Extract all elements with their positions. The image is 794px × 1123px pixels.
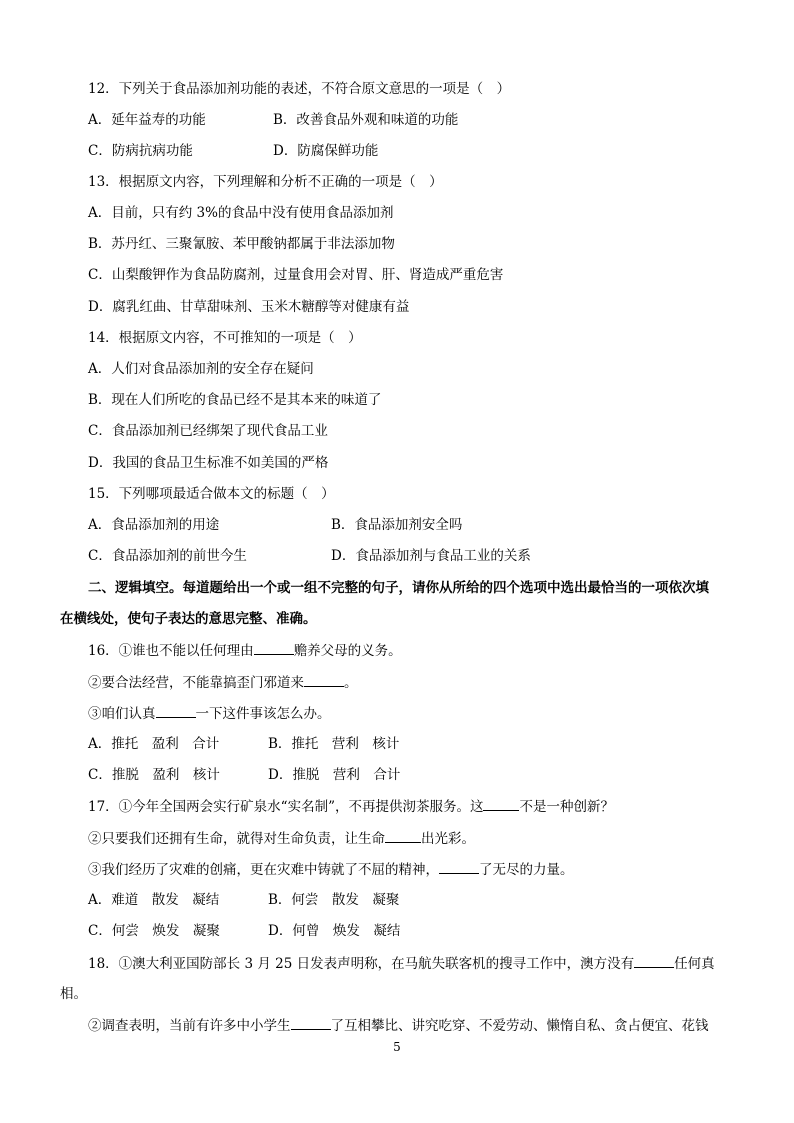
q17-s1-end: 不是一种创新？ xyxy=(519,799,614,815)
q17-blank-1 xyxy=(483,796,519,811)
q14-option-b: B．现在人们所吃的食品已经不是其本来的味道了 xyxy=(88,392,382,408)
q14-option-a: A．人们对食品添加剂的安全存在疑问 xyxy=(88,361,314,377)
q16-s3-start: ③咱们认真 xyxy=(88,706,156,722)
q16-s2-end: 。 xyxy=(344,675,358,691)
q17-s1-start: 17．①今年全国两会实行矿泉水“实名制”，不再提供沏茶服务。这 xyxy=(88,799,484,815)
q17-blank-2 xyxy=(385,828,421,843)
q18-sentence2 xyxy=(88,1015,709,1036)
q12-option-a: A．延年益寿的功能 xyxy=(88,112,206,128)
q18-blank-1 xyxy=(634,953,674,968)
q13-option-a: A．目前，只有约 3%的食品中没有使用食品添加剂 xyxy=(88,205,394,221)
q16-option-c: C．推脱 盈利 核计 xyxy=(88,767,220,783)
q12-option-c: C．防病抗病功能 xyxy=(88,143,193,159)
q16-s1-end: 赡养父母的义务。 xyxy=(293,643,402,659)
section2-heading-line2: 在横线处，使句子表达的意思完整、准确。 xyxy=(60,611,317,627)
q17-option-d: D．何曾 焕发 凝结 xyxy=(268,923,401,939)
q17-s2-end: 出光彩。 xyxy=(421,831,475,847)
q18-s1-end: 任何真 xyxy=(674,956,715,972)
q17-option-b: B．何尝 散发 凝聚 xyxy=(268,892,400,908)
q16-option-d: D．推脱 营利 合计 xyxy=(268,767,401,783)
q17-option-a: A．难道 散发 凝结 xyxy=(88,892,220,908)
q16-option-b: B．推托 营利 核计 xyxy=(268,736,400,752)
q15-stem: 15．下列哪项最适合做本文的标题（ ） xyxy=(88,486,335,502)
q14-option-d: D．我国的食品卫生标准不如美国的严格 xyxy=(88,455,329,471)
q18-sentence1-cont: 相。 xyxy=(60,986,87,1002)
q17-sentence3 xyxy=(88,859,574,880)
q12-option-d: D．防腐保鲜功能 xyxy=(273,143,379,159)
q18-s2-end: 了互相攀比、讲究吃穿、不爱劳动、懒惰自私、贪占便宜、花钱 xyxy=(330,1018,709,1034)
q16-option-a: A．推托 盈利 合计 xyxy=(88,736,220,752)
q16-blank-2 xyxy=(304,672,344,687)
q16-sentence3 xyxy=(88,703,331,724)
section2-heading-line1: 二、逻辑填空。每道题给出一个或一组不完整的句子，请你从所给的四个选项中选出最恰当的一项依次填 xyxy=(88,580,709,596)
q17-option-c: C．何尝 焕发 凝聚 xyxy=(88,923,220,939)
q16-blank-3 xyxy=(156,703,196,718)
q12-stem: 12．下列关于食品添加剂功能的表述，不符合原文意思的一项是（ ） xyxy=(88,81,511,97)
q18-s2-start: ②调查表明，当前有许多中小学生 xyxy=(88,1018,291,1034)
q16-s2-start: ②要合法经营，不能靠搞歪门邪道来 xyxy=(88,675,304,691)
q13-option-d: D．腐乳红曲、甘草甜味剂、玉米木糖醇等对健康有益 xyxy=(88,299,410,315)
q14-option-c: C．食品添加剂已经绑架了现代食品工业 xyxy=(88,423,328,439)
q13-option-c: C．山梨酸钾作为食品防腐剂，过量食用会对胃、肝、肾造成严重危害 xyxy=(88,267,504,283)
q17-blank-3 xyxy=(439,859,479,874)
q17-sentence2 xyxy=(88,828,475,849)
q16-s3-end: 一下这件事该怎么办。 xyxy=(195,706,331,722)
q15-option-a: A．食品添加剂的用途 xyxy=(88,517,220,533)
q17-s2-start: ②只要我们还拥有生命，就得对生命负责，让生命 xyxy=(88,831,385,847)
q18-sentence1 xyxy=(88,953,715,974)
q17-s3-end: 了无尽的力量。 xyxy=(479,862,574,878)
page-number: 5 xyxy=(393,1040,401,1054)
q17-s3-start: ③我们经历了灾难的创痛，更在灾难中铸就了不屈的精神， xyxy=(88,862,439,878)
q14-stem: 14．根据原文内容，不可推知的一项是（ ） xyxy=(88,330,362,346)
q16-s1-start: 16．①谁也不能以任何理由 xyxy=(88,643,254,659)
q13-stem: 13．根据原文内容，下列理解和分析不正确的一项是（ ） xyxy=(88,174,443,190)
q12-option-b: B．改善食品外观和味道的功能 xyxy=(273,112,459,128)
q16-blank-1 xyxy=(254,640,294,655)
q15-option-b: B．食品添加剂安全吗 xyxy=(331,517,463,533)
q16-sentence2 xyxy=(88,672,358,693)
q18-s1-start: 18．①澳大利亚国防部长 3 月 25 日发表声明称，在马航失联客机的搜寻工作中，澳方没有 xyxy=(88,956,635,972)
q15-option-c: C．食品添加剂的前世今生 xyxy=(88,548,247,564)
q17-sentence1 xyxy=(88,796,614,817)
q18-blank-2 xyxy=(291,1015,331,1030)
q13-option-b: B．苏丹红、三聚氰胺、苯甲酸钠都属于非法添加物 xyxy=(88,236,395,252)
q16-sentence1 xyxy=(88,640,402,661)
q15-option-d: D．食品添加剂与食品工业的关系 xyxy=(331,548,531,564)
